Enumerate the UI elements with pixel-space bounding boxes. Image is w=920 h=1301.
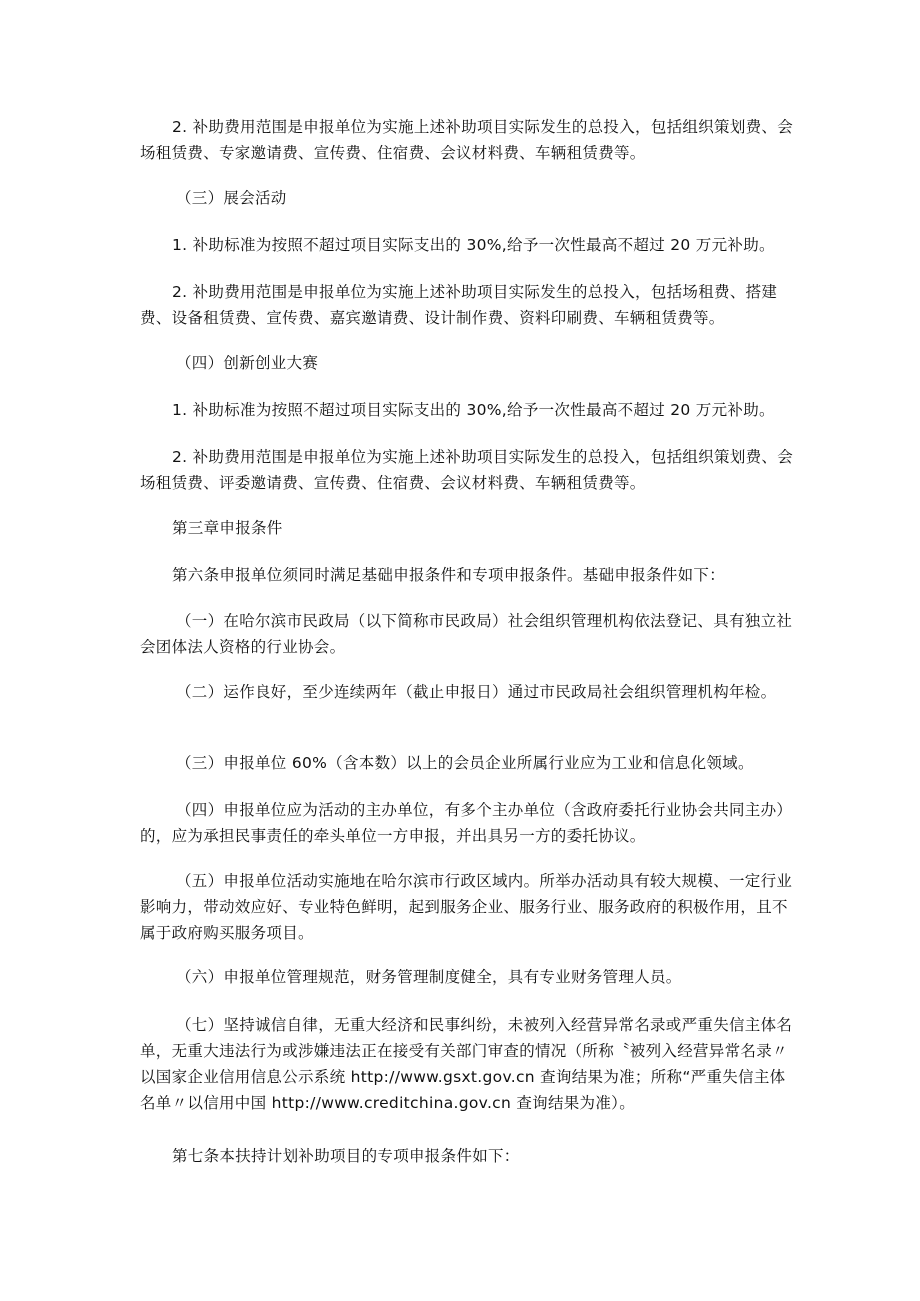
paragraph-condition-5: （五）申报单位活动实施地在哈尔滨市行政区域内。所举办活动具有较大规模、一定行业影响力，带动效应好、专业特色鲜明，起到服务企业、服务行业、服务政府的积极作用，且不属于政府购买服务项目。	[140, 872, 793, 942]
paragraph-article-seven: 第七条本扶持计划补助项目的专项申报条件如下：	[172, 1147, 520, 1165]
heading-competition: （四）创新创业大赛	[176, 354, 319, 372]
heading-chapter-three: 第三章申报条件	[172, 519, 283, 537]
paragraph-article-six: 第六条申报单位须同时满足基础申报条件和专项申报条件。基础申报条件如下：	[172, 566, 726, 584]
paragraph-condition-4: （四）申报单位应为活动的主办单位，有多个主办单位（含政府委托行业协会共同主办）的，应为承担民事责任的牵头单位一方申报，并出具另一方的委托协议。	[140, 801, 793, 845]
paragraph-condition-2: （二）运作良好，至少连续两年（截止申报日）通过市民政局社会组织管理机构年检。	[176, 683, 777, 701]
paragraph-condition-6: （六）申报单位管理规范，财务管理制度健全，具有专业财务管理人员。	[176, 968, 682, 986]
paragraph-standard-exhibition: 1. 补助标准为按照不超过项目实际支出的 30%,给予一次性最高不超过 20 万元补助。	[172, 236, 775, 254]
paragraph-subsidy-scope-1: 2. 补助费用范围是申报单位为实施上述补助项目实际发生的总投入，包括组织策划费、会场租赁费、专家邀请费、宣传费、住宿费、会议材料费、车辆租赁费等。	[140, 118, 794, 162]
paragraph-condition-1: （一）在哈尔滨市民政局（以下简称市民政局）社会组织管理机构依法登记、具有独立社会团体法人资格的行业协会。	[140, 612, 793, 656]
paragraph-subsidy-scope-3: 2. 补助费用范围是申报单位为实施上述补助项目实际发生的总投入，包括组织策划费、会场租赁费、评委邀请费、宣传费、住宿费、会议材料费、车辆租赁费等。	[140, 448, 794, 492]
heading-exhibition: （三）展会活动	[176, 189, 287, 207]
paragraph-condition-3: （三）申报单位 60%（含本数）以上的会员企业所属行业应为工业和信息化领域。	[176, 754, 754, 772]
paragraph-condition-7: （七）坚持诚信自律，无重大经济和民事纠纷，未被列入经营异常名录或严重失信主体名单，无重大违法行为或涉嫌违法正在接受有关部门审查的情况（所称〝被列入经营异常名录〃以国家企业信用信息公示系统 http://www.gsxt.gov.cn 查询结果为准；所称“严重失信主体名单〃以信用中国 http://www.creditchina.gov.cn 查询结果为准）。	[140, 1016, 793, 1112]
paragraph-standard-competition: 1. 补助标准为按照不超过项目实际支出的 30%,给予一次性最高不超过 20 万元补助。	[172, 401, 775, 419]
paragraph-subsidy-scope-2: 2. 补助费用范围是申报单位为实施上述补助项目实际发生的总投入，包括场租费、搭建费、设备租赁费、宣传费、嘉宾邀请费、设计制作费、资料印刷费、车辆租赁费等。	[140, 283, 778, 327]
